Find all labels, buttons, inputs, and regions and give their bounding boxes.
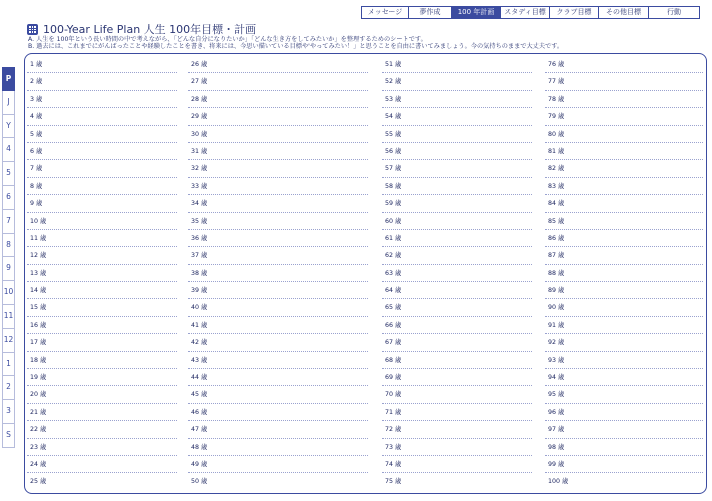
age-row[interactable] <box>188 317 368 334</box>
instruction-b: B. 過去には、これまでにがんばったことや経験したことを書き、将来には、今思い描いている目標や'やってみたい！」と思うことを自由に書いてみましょう。今の気持ちのままで大丈夫です。 <box>28 43 564 50</box>
age-row[interactable] <box>27 160 177 177</box>
age-row[interactable] <box>188 369 368 386</box>
age-row[interactable] <box>545 56 703 73</box>
age-row[interactable] <box>188 421 368 438</box>
age-row[interactable] <box>188 352 368 369</box>
age-row[interactable] <box>27 108 177 125</box>
age-label: 66 歳 <box>385 321 402 329</box>
age-row[interactable] <box>545 265 703 282</box>
age-row[interactable] <box>382 352 532 369</box>
age-label: 95 歳 <box>548 391 565 399</box>
age-label: 7 歳 <box>30 165 43 173</box>
age-label: 84 歳 <box>548 200 565 208</box>
tab-5[interactable]: クラブ目標 <box>549 6 599 19</box>
side-tab-5[interactable]: 5 <box>2 162 15 186</box>
age-label: 19 歳 <box>30 374 47 382</box>
age-row[interactable] <box>382 126 532 143</box>
instruction-a: A. 人生を 100年という長い時間の中で考えながら、「どんな自分になりたいか」「どんな生き方をしてみたいか」を整理するためのシートです。 <box>28 36 427 43</box>
age-row[interactable] <box>188 73 368 90</box>
age-row[interactable] <box>27 386 177 403</box>
age-label: 76 歳 <box>548 61 565 68</box>
age-label: 30 歳 <box>191 130 208 138</box>
age-row[interactable] <box>27 421 177 438</box>
age-label: 47 歳 <box>191 426 208 434</box>
age-label: 99 歳 <box>548 460 565 468</box>
section-tabs <box>362 6 700 19</box>
age-row[interactable] <box>27 473 177 490</box>
age-label: 97 歳 <box>548 426 565 434</box>
age-label: 86 歳 <box>548 234 565 242</box>
age-row[interactable] <box>27 317 177 334</box>
side-tab-S[interactable]: S <box>2 424 15 448</box>
age-label: 61 歳 <box>385 234 402 242</box>
age-label: 26 歳 <box>191 61 208 68</box>
grid-icon <box>27 24 38 35</box>
age-row[interactable] <box>27 299 177 316</box>
age-label: 17 歳 <box>30 339 47 347</box>
age-label: 89 歳 <box>548 287 565 295</box>
tab-6[interactable]: その他目標 <box>598 6 649 19</box>
age-label: 38 歳 <box>191 269 208 277</box>
age-row[interactable] <box>545 282 703 299</box>
age-row[interactable] <box>382 404 532 421</box>
age-row[interactable] <box>188 265 368 282</box>
age-label: 18 歳 <box>30 356 47 364</box>
age-row[interactable] <box>27 439 177 456</box>
age-label: 25 歳 <box>30 478 47 486</box>
age-row[interactable] <box>545 126 703 143</box>
age-label: 69 歳 <box>385 374 402 382</box>
tab-4[interactable]: スタディ目標 <box>500 6 550 19</box>
age-label: 90 歳 <box>548 304 565 312</box>
age-row[interactable] <box>382 265 532 282</box>
age-row[interactable] <box>545 213 703 230</box>
age-label: 100 歳 <box>548 478 569 486</box>
age-row[interactable] <box>188 456 368 473</box>
age-row[interactable] <box>188 126 368 143</box>
side-index-tabs <box>2 67 16 448</box>
age-label: 72 歳 <box>385 426 402 434</box>
age-row[interactable] <box>545 456 703 473</box>
age-row[interactable] <box>27 230 177 247</box>
age-row[interactable] <box>27 178 177 195</box>
age-label: 98 歳 <box>548 443 565 451</box>
age-label: 82 歳 <box>548 165 565 173</box>
age-label: 91 歳 <box>548 321 565 329</box>
age-label: 55 歳 <box>385 130 402 138</box>
age-row[interactable] <box>545 386 703 403</box>
age-row[interactable] <box>382 178 532 195</box>
age-row[interactable] <box>545 73 703 90</box>
age-row[interactable] <box>27 352 177 369</box>
age-row[interactable] <box>27 195 177 212</box>
age-row[interactable] <box>545 317 703 334</box>
age-label: 53 歳 <box>385 95 402 103</box>
age-label: 46 歳 <box>191 408 208 416</box>
age-row[interactable] <box>27 247 177 264</box>
age-row[interactable] <box>382 317 532 334</box>
age-label: 48 歳 <box>191 443 208 451</box>
age-label: 9 歳 <box>30 200 43 208</box>
age-row[interactable] <box>27 91 177 108</box>
tab-3[interactable]: 100 年計画 <box>451 6 501 19</box>
age-label: 60 歳 <box>385 217 402 225</box>
tab-1[interactable]: メッセージ <box>361 6 409 19</box>
age-row[interactable] <box>382 456 532 473</box>
age-row[interactable] <box>545 369 703 386</box>
age-label: 94 歳 <box>548 374 565 382</box>
side-tab-7[interactable]: 7 <box>2 210 15 234</box>
age-label: 52 歳 <box>385 78 402 86</box>
age-row[interactable] <box>545 421 703 438</box>
age-row[interactable] <box>382 108 532 125</box>
age-row[interactable] <box>382 282 532 299</box>
age-row[interactable] <box>188 195 368 212</box>
age-column-3 <box>382 56 532 491</box>
age-label: 80 歳 <box>548 130 565 138</box>
age-row[interactable] <box>545 404 703 421</box>
side-tab-Y[interactable]: Y <box>2 115 15 139</box>
age-label: 23 歳 <box>30 443 47 451</box>
age-label: 87 歳 <box>548 252 565 260</box>
age-label: 65 歳 <box>385 304 402 312</box>
age-label: 54 歳 <box>385 113 402 121</box>
age-label: 12 歳 <box>30 252 47 260</box>
age-row[interactable] <box>27 265 177 282</box>
age-row[interactable] <box>27 456 177 473</box>
age-row[interactable] <box>188 108 368 125</box>
side-tab-3[interactable]: 3 <box>2 400 15 424</box>
age-label: 8 歳 <box>30 182 43 190</box>
age-label: 4 歳 <box>30 113 43 121</box>
age-label: 32 歳 <box>191 165 208 173</box>
age-label: 22 歳 <box>30 426 47 434</box>
age-label: 64 歳 <box>385 287 402 295</box>
age-label: 28 歳 <box>191 95 208 103</box>
age-row[interactable] <box>382 386 532 403</box>
age-column-2 <box>188 56 368 491</box>
age-row[interactable] <box>382 160 532 177</box>
side-tab-8[interactable]: 8 <box>2 234 15 258</box>
age-row[interactable] <box>545 230 703 247</box>
age-row[interactable] <box>382 247 532 264</box>
age-row[interactable] <box>382 56 532 73</box>
age-row[interactable] <box>27 404 177 421</box>
age-row[interactable] <box>188 473 368 490</box>
age-row[interactable] <box>27 282 177 299</box>
age-label: 49 歳 <box>191 460 208 468</box>
age-label: 43 歳 <box>191 356 208 364</box>
age-row[interactable] <box>188 160 368 177</box>
age-row[interactable] <box>188 404 368 421</box>
age-label: 56 歳 <box>385 147 402 155</box>
age-row[interactable] <box>188 56 368 73</box>
age-row[interactable] <box>27 73 177 90</box>
age-row[interactable] <box>545 108 703 125</box>
side-tab-11[interactable]: 11 <box>2 305 15 329</box>
age-label: 74 歳 <box>385 460 402 468</box>
age-label: 78 歳 <box>548 95 565 103</box>
page-title: 100-Year Life Plan 人生 100年目標・計画 <box>43 23 257 36</box>
side-tab-J[interactable]: J <box>2 91 15 115</box>
age-label: 13 歳 <box>30 269 47 277</box>
age-label: 10 歳 <box>30 217 47 225</box>
age-row[interactable] <box>188 247 368 264</box>
age-label: 62 歳 <box>385 252 402 260</box>
age-label: 29 歳 <box>191 113 208 121</box>
age-row[interactable] <box>545 352 703 369</box>
age-label: 35 歳 <box>191 217 208 225</box>
age-column-4 <box>545 56 703 491</box>
age-row[interactable] <box>382 230 532 247</box>
age-row[interactable] <box>188 143 368 160</box>
age-row[interactable] <box>188 178 368 195</box>
age-label: 20 歳 <box>30 391 47 399</box>
age-label: 70 歳 <box>385 391 402 399</box>
age-row[interactable] <box>382 299 532 316</box>
age-row[interactable] <box>382 421 532 438</box>
age-label: 96 歳 <box>548 408 565 416</box>
age-row[interactable] <box>545 143 703 160</box>
age-label: 42 歳 <box>191 339 208 347</box>
age-row[interactable] <box>382 369 532 386</box>
age-label: 1 歳 <box>30 61 43 68</box>
age-row[interactable] <box>27 143 177 160</box>
page-header <box>27 21 256 37</box>
age-row[interactable] <box>188 91 368 108</box>
age-label: 16 歳 <box>30 321 47 329</box>
age-row[interactable] <box>545 439 703 456</box>
age-label: 6 歳 <box>30 147 43 155</box>
age-row[interactable] <box>188 299 368 316</box>
age-row[interactable] <box>27 369 177 386</box>
age-label: 67 歳 <box>385 339 402 347</box>
age-row[interactable] <box>27 126 177 143</box>
age-row[interactable] <box>382 73 532 90</box>
age-label: 75 歳 <box>385 478 402 486</box>
age-label: 45 歳 <box>191 391 208 399</box>
age-row[interactable] <box>382 195 532 212</box>
age-label: 33 歳 <box>191 182 208 190</box>
age-label: 85 歳 <box>548 217 565 225</box>
age-label: 73 歳 <box>385 443 402 451</box>
age-row[interactable] <box>382 473 532 490</box>
age-row[interactable] <box>188 282 368 299</box>
age-row[interactable] <box>188 386 368 403</box>
age-row[interactable] <box>545 195 703 212</box>
age-label: 68 歳 <box>385 356 402 364</box>
age-label: 3 歳 <box>30 95 43 103</box>
age-label: 93 歳 <box>548 356 565 364</box>
age-plan-table <box>24 53 707 494</box>
age-label: 15 歳 <box>30 304 47 312</box>
side-tab-1[interactable]: 1 <box>2 353 15 377</box>
age-label: 88 歳 <box>548 269 565 277</box>
age-label: 27 歳 <box>191 78 208 86</box>
side-tab-10[interactable]: 10 <box>2 281 15 305</box>
age-label: 14 歳 <box>30 287 47 295</box>
age-row[interactable] <box>27 213 177 230</box>
age-row[interactable] <box>545 473 703 490</box>
age-label: 77 歳 <box>548 78 565 86</box>
side-tab-12[interactable]: 12 <box>2 329 15 353</box>
age-label: 44 歳 <box>191 374 208 382</box>
age-label: 34 歳 <box>191 200 208 208</box>
age-row[interactable] <box>545 91 703 108</box>
age-label: 24 歳 <box>30 460 47 468</box>
age-label: 63 歳 <box>385 269 402 277</box>
side-tab-P[interactable]: P <box>2 67 15 91</box>
age-row[interactable] <box>27 334 177 351</box>
age-label: 83 歳 <box>548 182 565 190</box>
age-label: 11 歳 <box>30 234 47 242</box>
age-row[interactable] <box>382 143 532 160</box>
age-label: 79 歳 <box>548 113 565 121</box>
age-label: 81 歳 <box>548 147 565 155</box>
age-row[interactable] <box>545 178 703 195</box>
age-row[interactable] <box>188 439 368 456</box>
age-row[interactable] <box>545 299 703 316</box>
age-label: 50 歳 <box>191 478 208 486</box>
age-label: 71 歳 <box>385 408 402 416</box>
age-label: 92 歳 <box>548 339 565 347</box>
tab-7[interactable]: 行動 <box>648 6 700 19</box>
age-label: 41 歳 <box>191 321 208 329</box>
age-row[interactable] <box>382 91 532 108</box>
age-label: 39 歳 <box>191 287 208 295</box>
age-label: 40 歳 <box>191 304 208 312</box>
age-label: 2 歳 <box>30 78 43 86</box>
age-label: 58 歳 <box>385 182 402 190</box>
side-tab-2[interactable]: 2 <box>2 376 15 400</box>
age-label: 21 歳 <box>30 408 47 416</box>
age-row[interactable] <box>382 213 532 230</box>
age-row[interactable] <box>545 160 703 177</box>
age-label: 31 歳 <box>191 147 208 155</box>
age-row[interactable] <box>545 334 703 351</box>
age-label: 36 歳 <box>191 234 208 242</box>
age-row[interactable] <box>188 230 368 247</box>
side-tab-4[interactable]: 4 <box>2 138 15 162</box>
age-row[interactable] <box>188 334 368 351</box>
age-label: 57 歳 <box>385 165 402 173</box>
age-row[interactable] <box>188 213 368 230</box>
age-row[interactable] <box>27 56 177 73</box>
age-label: 5 歳 <box>30 130 43 138</box>
age-label: 59 歳 <box>385 200 402 208</box>
age-column-1 <box>27 56 177 491</box>
age-row[interactable] <box>545 247 703 264</box>
age-label: 51 歳 <box>385 61 402 68</box>
age-label: 37 歳 <box>191 252 208 260</box>
tab-2[interactable]: 夢作成 <box>408 6 452 19</box>
side-tab-9[interactable]: 9 <box>2 257 15 281</box>
side-tab-6[interactable]: 6 <box>2 186 15 210</box>
age-row[interactable] <box>382 439 532 456</box>
age-row[interactable] <box>382 334 532 351</box>
